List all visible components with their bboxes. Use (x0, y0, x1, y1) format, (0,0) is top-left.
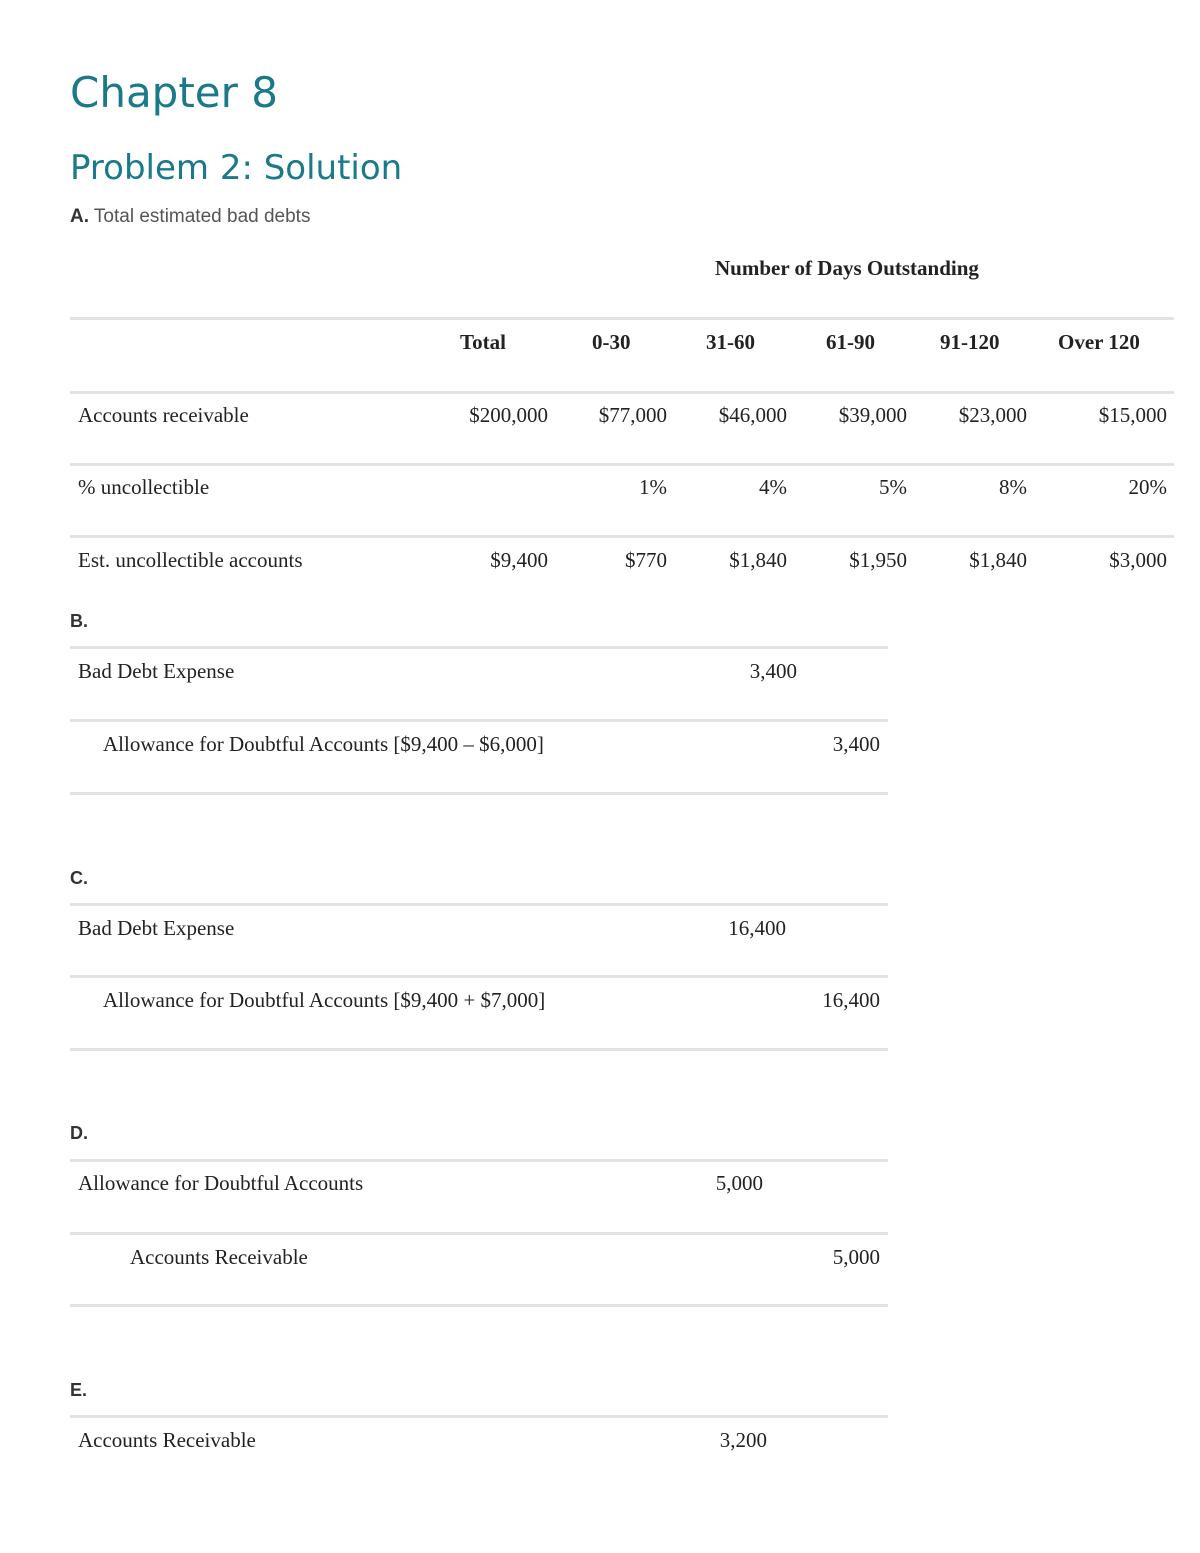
table-divider (70, 535, 1174, 538)
debit-account: Accounts Receivable (78, 1428, 256, 1452)
table-cell: $1,840 (729, 548, 787, 572)
debit-amount: 3,400 (749, 659, 797, 683)
entry-divider (70, 719, 888, 722)
debit-amount: 3,200 (719, 1428, 767, 1452)
table-cell: $3,000 (1109, 548, 1167, 572)
table-divider (70, 317, 1174, 320)
part-c-letter: C. (70, 868, 88, 888)
entry-divider (70, 1304, 888, 1307)
entry-divider (70, 975, 888, 978)
column-header-0-30: 0-30 (592, 330, 631, 354)
table-divider (70, 391, 1174, 394)
table-cell: 8% (999, 475, 1027, 499)
debit-account: Allowance for Doubtful Accounts (78, 1171, 364, 1195)
problem-title: Problem 2: Solution (70, 148, 403, 188)
group-header: Number of Days Outstanding (715, 256, 979, 280)
part-a-heading (70, 206, 310, 228)
debit-amount: 5,000 (715, 1171, 763, 1195)
table-cell: $23,000 (958, 403, 1027, 427)
debit-amount: 16,400 (728, 916, 786, 940)
entry-divider (70, 1048, 888, 1051)
entry-divider (70, 903, 888, 906)
part-b-letter: B. (70, 611, 88, 631)
table-cell: $15,000 (1098, 403, 1167, 427)
credit-amount: 3,400 (832, 732, 880, 756)
table-cell: 4% (759, 475, 787, 499)
column-header-over-120: Over 120 (1058, 330, 1140, 354)
credit-amount: 5,000 (832, 1245, 880, 1269)
column-header-31-60: 31-60 (706, 330, 755, 354)
table-cell: 5% (879, 475, 907, 499)
entry-divider (70, 1159, 888, 1162)
credit-amount: 16,400 (822, 988, 880, 1012)
table-cell: $77,000 (598, 403, 667, 427)
table-cell: $1,950 (849, 548, 907, 572)
table-cell: $46,000 (718, 403, 787, 427)
entry-divider (70, 792, 888, 795)
debit-account: Bad Debt Expense (78, 916, 235, 940)
column-header-61-90: 61-90 (826, 330, 875, 354)
debit-account: Bad Debt Expense (78, 659, 235, 683)
entry-divider (70, 1232, 888, 1235)
row-label-est-uncollectible: Est. uncollectible accounts (78, 548, 303, 572)
table-cell: $1,840 (969, 548, 1027, 572)
table-cell: 1% (639, 475, 667, 499)
table-cell: $770 (625, 548, 667, 572)
entry-divider (70, 1415, 888, 1418)
table-cell: $9,400 (490, 548, 548, 572)
chapter-title: Chapter 8 (70, 68, 278, 117)
row-label-accounts-receivable: Accounts receivable (78, 403, 249, 427)
table-divider (70, 463, 1174, 466)
part-e-letter: E. (70, 1380, 88, 1400)
part-a-caption: Total estimated bad debts (89, 206, 311, 227)
table-cell: $200,000 (469, 403, 548, 427)
table-cell: $39,000 (838, 403, 907, 427)
table-cell: 20% (1128, 475, 1167, 499)
credit-account: Accounts Receivable (130, 1245, 308, 1269)
entry-divider (70, 646, 888, 649)
credit-account: Allowance for Doubtful Accounts [$9,400 + $7,000] (103, 988, 546, 1012)
part-a-letter: A. (70, 206, 89, 227)
part-d-letter: D. (70, 1123, 88, 1143)
credit-account: Allowance for Doubtful Accounts [$9,400 – $6,000] (103, 732, 544, 756)
column-header-total: Total (460, 330, 506, 354)
column-header-91-120: 91-120 (940, 330, 1000, 354)
row-label-percent-uncollectible: % uncollectible (78, 475, 210, 499)
